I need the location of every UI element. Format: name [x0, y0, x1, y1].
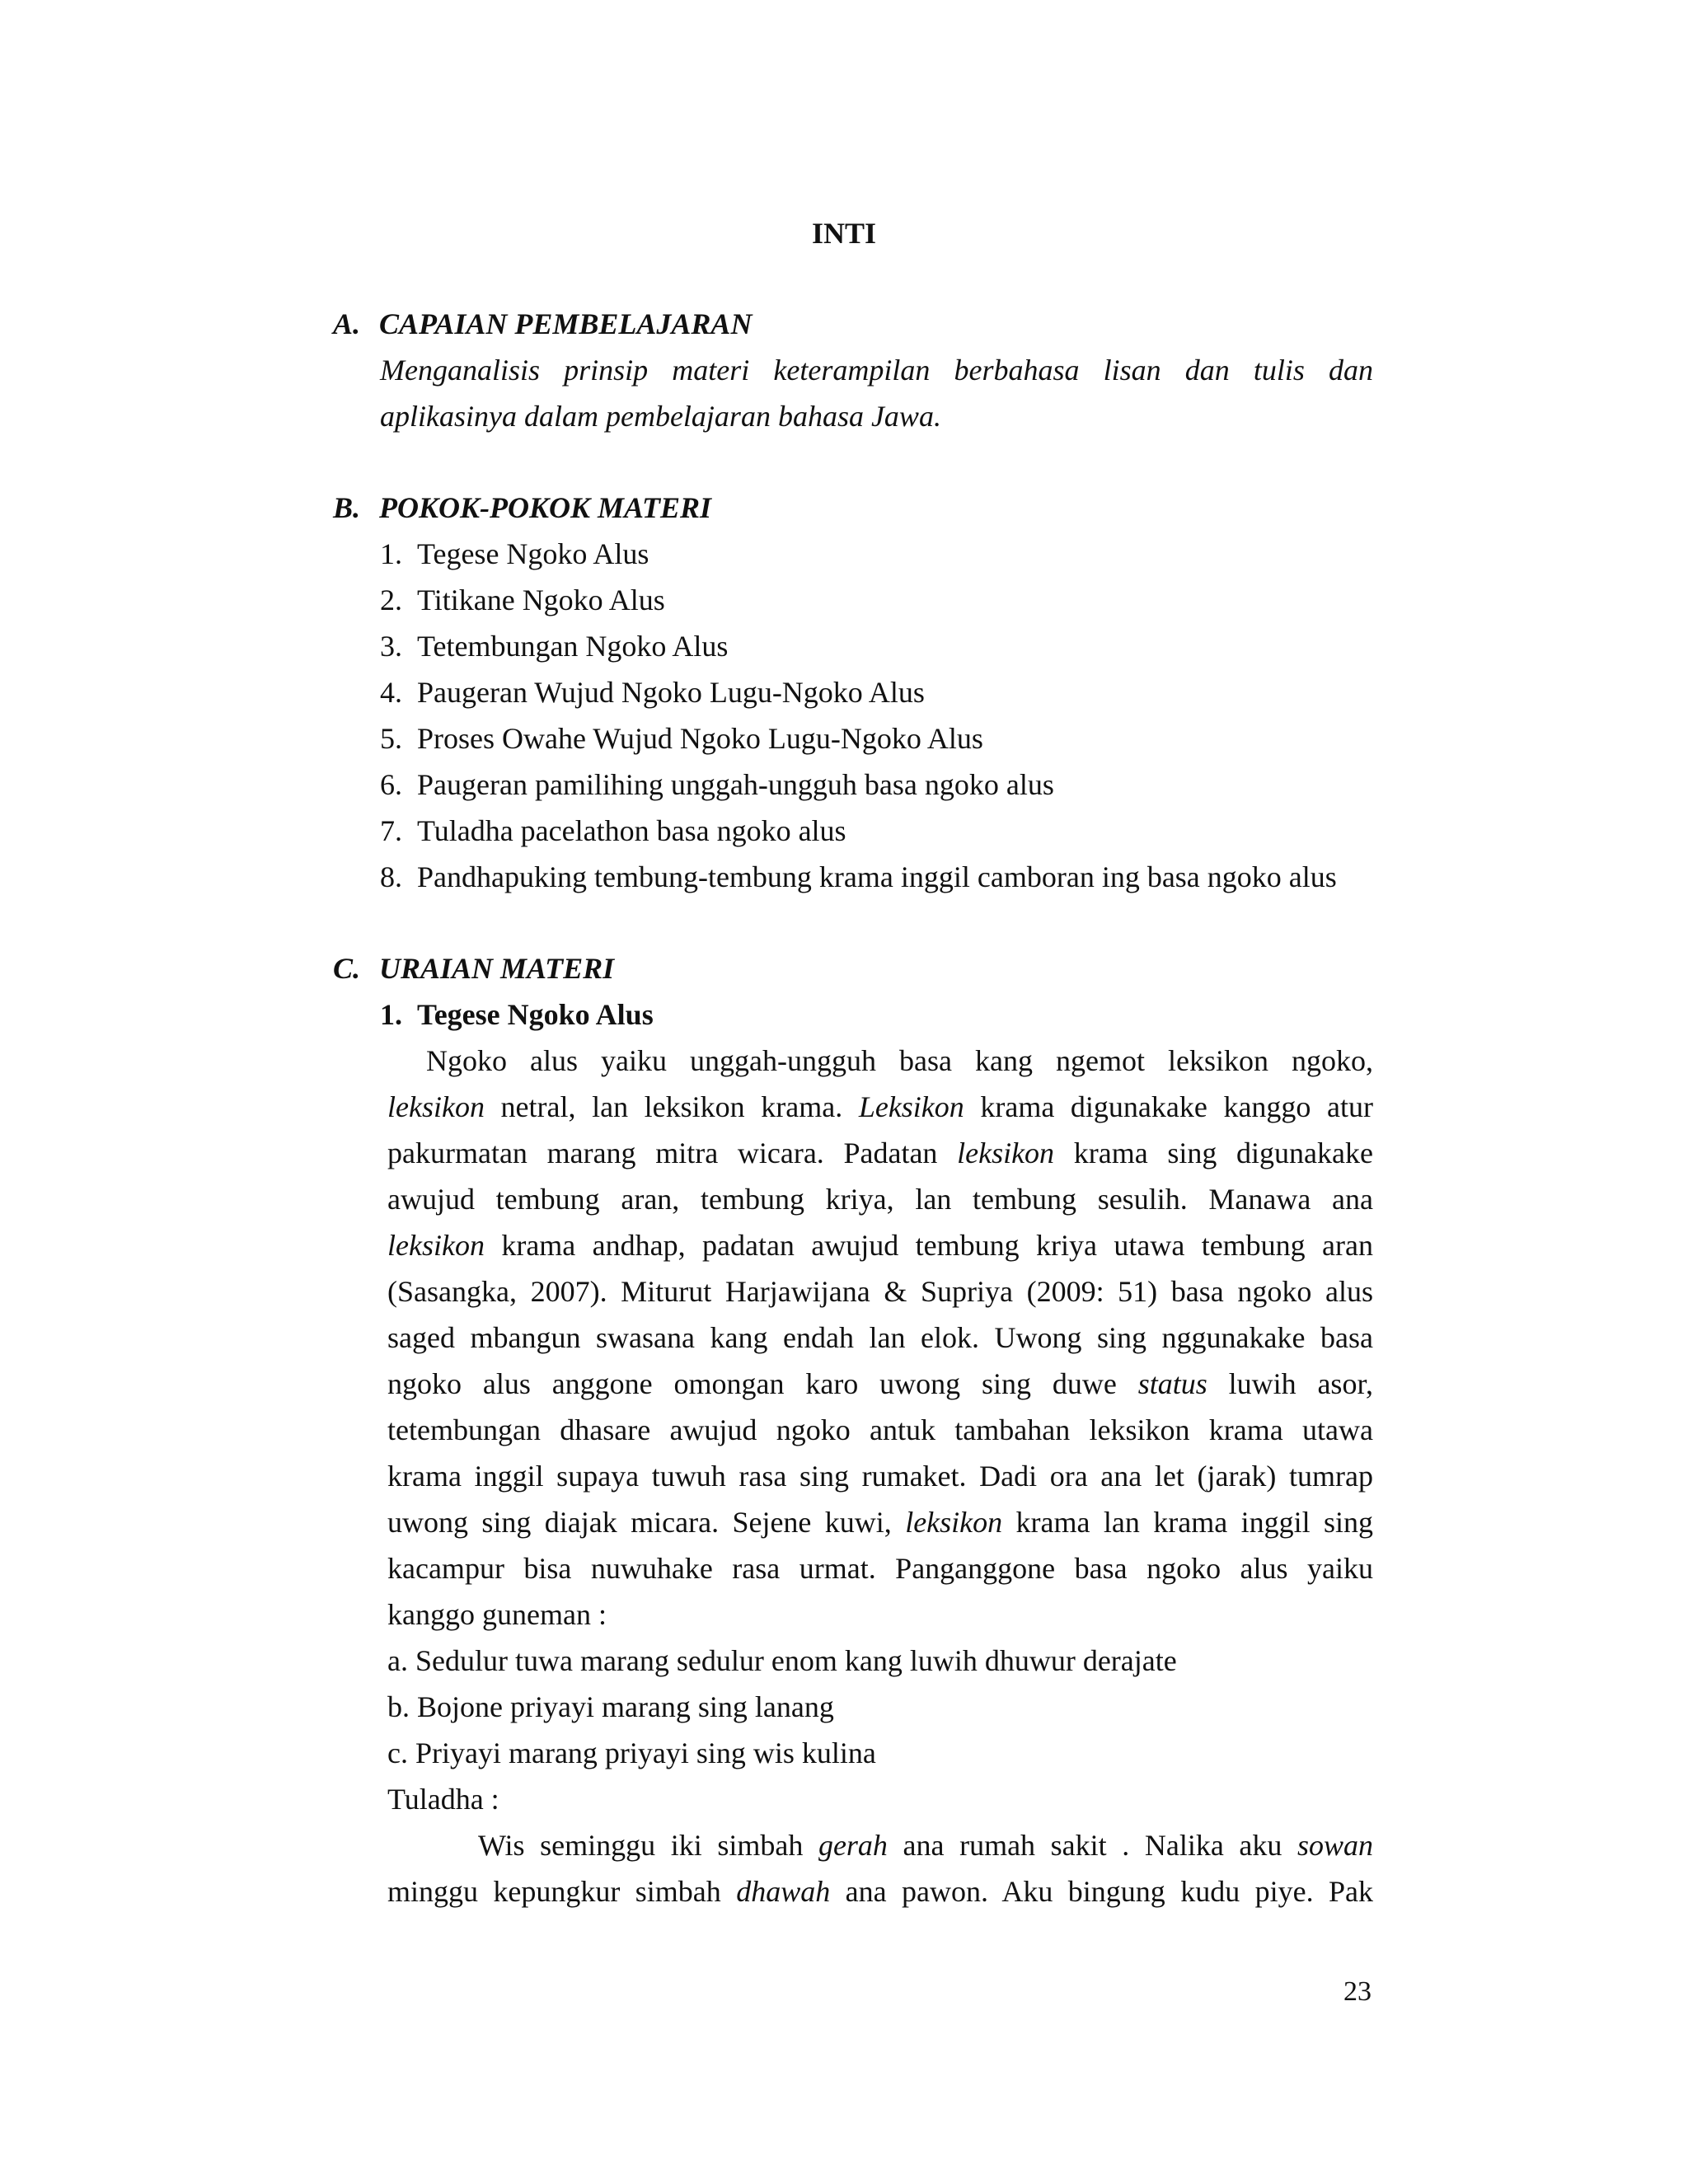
example-line — [478, 1828, 1373, 1863]
paragraph-line — [387, 1090, 1373, 1124]
section-a-title: CAPAIAN PEMBELAJARAN — [379, 307, 753, 340]
example-text: minggu kepungkur simbah — [387, 1875, 737, 1908]
section-b-letter: B. — [333, 491, 361, 524]
lettered-list-item: a. Sedulur tuwa marang sedulur enom kang luwih dhuwur derajate — [387, 1644, 1177, 1677]
paragraph-text: netral, lan leksikon krama. — [484, 1090, 859, 1123]
section-b-heading — [333, 490, 1075, 527]
list-item-number: 6. — [380, 768, 402, 801]
paragraph-line: Ngoko alus yaiku unggah-ungguh basa kang ngemot leksikon ngoko, — [426, 1044, 1373, 1077]
list-item-text: Tuladha pacelathon basa ngoko alus — [417, 814, 846, 847]
section-c-heading — [333, 951, 1075, 987]
section-c-title: URAIAN MATERI — [379, 952, 615, 985]
emphasis-term: leksikon — [905, 1506, 1003, 1539]
emphasis-term: status — [1137, 1367, 1207, 1400]
subsection-heading — [380, 997, 1122, 1033]
paragraph-line — [387, 1366, 1373, 1401]
example-line — [387, 1874, 1373, 1909]
list-item-text: Tetembungan Ngoko Alus — [417, 630, 729, 663]
list-item-text: Titikane Ngoko Alus — [417, 583, 665, 616]
paragraph-text: luwih asor, — [1207, 1367, 1373, 1400]
list-item-text: Tegese Ngoko Alus — [417, 537, 649, 570]
list-item — [380, 767, 1451, 804]
paragraph-line: saged mbangun swasana kang endah lan elok. Uwong sing nggunakake basa — [387, 1321, 1373, 1354]
page-title: INTI — [811, 217, 877, 250]
list-item-text: Paugeran pamilihing unggah-ungguh basa ngoko alus — [417, 768, 1054, 801]
list-item — [380, 629, 1451, 665]
section-a-heading — [333, 307, 1075, 343]
section-a-text-line-2: aplikasinya dalam pembelajaran bahasa Jawa. — [380, 400, 941, 433]
section-a-text-line-1: Menganalisis prinsip materi keterampilan berbahasa lisan dan tulis dan — [380, 354, 1373, 387]
list-item-text: Pandhapuking tembung-tembung krama inggil camboran ing basa ngoko alus — [417, 860, 1337, 893]
list-item — [380, 583, 1451, 619]
list-item — [380, 721, 1451, 757]
paragraph-text: krama andhap, padatan awujud tembung kriya utawa tembung aran — [484, 1229, 1373, 1262]
subsection-title: Tegese Ngoko Alus — [417, 998, 654, 1031]
paragraph-line: kanggo guneman : — [387, 1598, 607, 1631]
emphasis-term: Leksikon — [858, 1090, 964, 1123]
paragraph-line: awujud tembung aran, tembung kriya, lan tembung sesulih. Manawa ana — [387, 1183, 1373, 1216]
emphasis-term: leksikon — [387, 1229, 485, 1262]
list-item-number: 4. — [380, 676, 402, 709]
paragraph-text: uwong sing diajak micara. Sejene kuwi, — [387, 1506, 906, 1539]
paragraph-line — [387, 1505, 1373, 1540]
paragraph-line: krama inggil supaya tuwuh rasa sing rumaket. Dadi ora ana let (jarak) tumrap — [387, 1460, 1373, 1493]
list-item-number: 3. — [380, 630, 402, 663]
emphasis-term: leksikon — [957, 1137, 1055, 1169]
paragraph-line: (Sasangka, 2007). Miturut Harjawijana & Supriya (2009: 51) basa ngoko alus — [387, 1275, 1373, 1308]
example-text: ana rumah sakit . Nalika aku — [887, 1829, 1297, 1862]
lettered-list-item: b. Bojone priyayi marang sing lanang — [387, 1690, 834, 1723]
page-number: 23 — [1343, 1976, 1372, 2007]
section-a-letter: A. — [333, 307, 361, 340]
list-item-text: Proses Owahe Wujud Ngoko Lugu-Ngoko Alus — [417, 722, 983, 755]
list-item-number: 5. — [380, 722, 402, 755]
paragraph-line — [387, 1136, 1373, 1170]
lettered-list-item: c. Priyayi marang priyayi sing wis kulina — [387, 1736, 876, 1769]
paragraph-text: pakurmatan marang mitra wicara. Padatan — [387, 1137, 958, 1169]
emphasis-term: leksikon — [387, 1090, 485, 1123]
list-item — [380, 537, 1451, 573]
paragraph-text: ngoko alus anggone omongan karo uwong sing duwe — [387, 1367, 1138, 1400]
example-text: Wis seminggu iki simbah — [478, 1829, 818, 1862]
paragraph-text: krama lan krama inggil sing — [1002, 1506, 1373, 1539]
paragraph-line: tetembungan dhasare awujud ngoko antuk tambahan leksikon krama utawa — [387, 1413, 1373, 1446]
paragraph-text: krama digunakake kanggo atur — [964, 1090, 1373, 1123]
emphasis-term: gerah — [818, 1829, 888, 1862]
section-c-letter: C. — [333, 952, 361, 985]
list-item — [380, 860, 1451, 896]
emphasis-term: dhawah — [736, 1875, 831, 1908]
example-label: Tuladha : — [387, 1783, 499, 1816]
list-item-number: 1. — [380, 537, 402, 570]
example-text: ana pawon. Aku bingung kudu piye. Pak — [830, 1875, 1373, 1908]
paragraph-line: kacampur bisa nuwuhake rasa urmat. Panganggone basa ngoko alus yaiku — [387, 1552, 1373, 1585]
subsection-number: 1. — [380, 998, 402, 1031]
list-item-number: 2. — [380, 583, 402, 616]
paragraph-line — [387, 1228, 1373, 1263]
paragraph-text: krama sing digunakake — [1054, 1137, 1373, 1169]
section-b-title: POKOK-POKOK MATERI — [379, 491, 712, 524]
list-item-number: 7. — [380, 814, 402, 847]
emphasis-term: sowan — [1296, 1829, 1374, 1862]
list-item — [380, 813, 1451, 850]
list-item-number: 8. — [380, 860, 402, 893]
list-item — [380, 675, 1451, 711]
list-item-text: Paugeran Wujud Ngoko Lugu-Ngoko Alus — [417, 676, 925, 709]
